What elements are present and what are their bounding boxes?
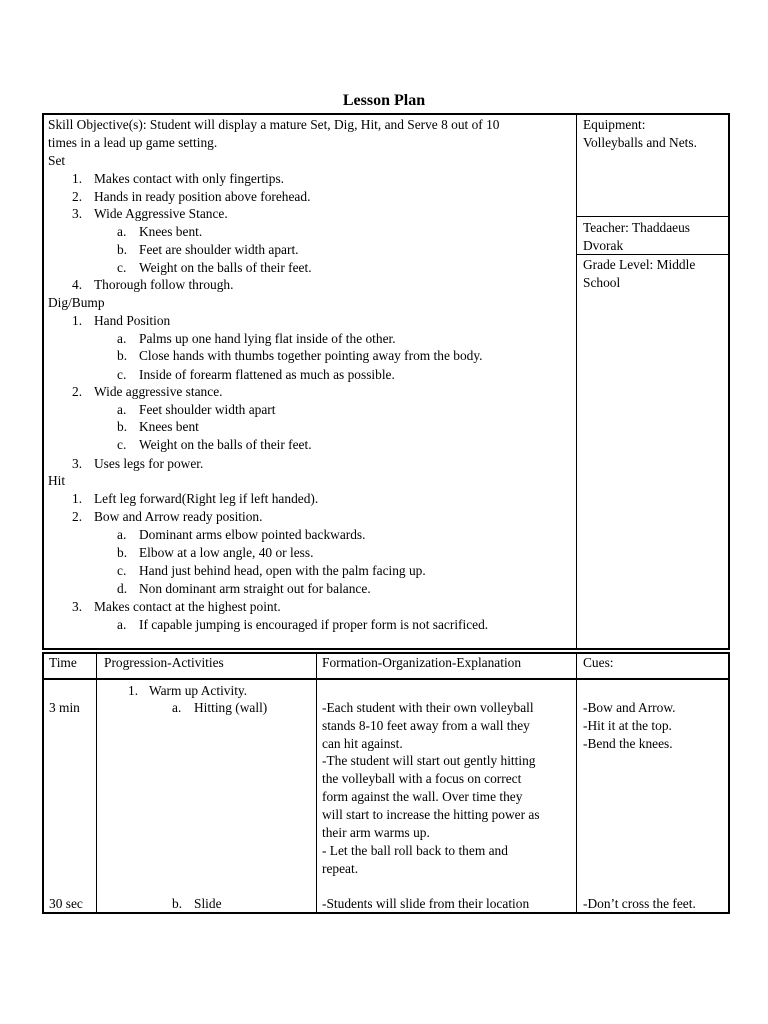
explanation-line: repeat. [322, 861, 359, 876]
equipment-value: Volleyballs and Nets. [583, 135, 697, 150]
header-activities: Progression-Activities [104, 655, 224, 670]
equipment-label: Equipment: [583, 117, 646, 132]
sub-item: Knees bent. [139, 224, 203, 239]
sub-letter: a. [117, 224, 127, 239]
list-number: 4. [72, 277, 83, 292]
cue-line: -Bend the knees. [583, 736, 673, 751]
sub-item: If capable jumping is encouraged if proper form is not sacrificed. [139, 617, 489, 632]
list-number: 3. [72, 599, 83, 614]
list-number: 1. [72, 171, 83, 186]
list-number: 2. [72, 189, 83, 204]
objective-line-1: Skill Objective(s): Student will display a mature Set, Dig, Hit, and Serve 8 out of 10 [48, 117, 500, 132]
col-divider-2 [316, 653, 317, 913]
sub-item: Feet shoulder width apart [139, 402, 276, 417]
header-cues: Cues: [583, 655, 614, 670]
row-time: 30 sec [49, 896, 83, 911]
list-item: Uses legs for power. [94, 456, 204, 471]
list-number: 2. [72, 509, 83, 524]
explanation-line: - Let the ball roll back to them and [322, 843, 508, 858]
explanation-line: -Each student with their own volleyball [322, 700, 534, 715]
cue-line: -Bow and Arrow. [583, 700, 676, 715]
list-number: 1. [72, 313, 83, 328]
list-number: 3. [72, 206, 83, 221]
explanation-line: form against the wall. Over time they [322, 789, 523, 804]
header-divider [43, 678, 729, 680]
sub-letter: a. [172, 700, 182, 715]
sub-letter: b. [117, 545, 128, 560]
list-number: 3. [72, 456, 83, 471]
header-time: Time [49, 655, 77, 670]
sub-item: Non dominant arm straight out for balance. [139, 581, 371, 596]
sub-letter: b. [117, 348, 128, 363]
sub-item: Weight on the balls of their feet. [139, 260, 312, 275]
list-item: Hand Position [94, 313, 171, 328]
cue-line: -Don’t cross the feet. [583, 896, 696, 911]
sub-item: Knees bent [139, 419, 199, 434]
sub-letter: a. [117, 331, 127, 346]
page-title: Lesson Plan [342, 92, 426, 109]
sub-letter: b. [172, 896, 183, 911]
sub-item: Inside of forearm flattened as much as possible. [139, 367, 395, 382]
sub-item: Weight on the balls of their feet. [139, 437, 312, 452]
teacher-divider [577, 216, 729, 217]
sub-item: Close hands with thumbs together pointing away from the body. [139, 348, 483, 363]
sidebar-divider [576, 114, 577, 649]
list-item: Left leg forward(Right leg if left handed). [94, 491, 319, 506]
sub-letter: c. [117, 563, 127, 578]
list-item: Thorough follow through. [94, 277, 234, 292]
objective-line-2: times in a lead up game setting. [48, 135, 218, 150]
sub-item: Hand just behind head, open with the palm facing up. [139, 563, 426, 578]
header-explanation: Formation-Organization-Explanation [322, 655, 522, 670]
sub-letter: b. [117, 419, 128, 434]
list-item: Makes contact with only fingertips. [94, 171, 285, 186]
list-number: 2. [72, 384, 83, 399]
explanation-line: will start to increase the hitting power as [322, 807, 540, 822]
row-time: 3 min [49, 700, 80, 715]
list-item: Bow and Arrow ready position. [94, 509, 263, 524]
sub-item: Palms up one hand lying flat inside of the other. [139, 331, 396, 346]
explanation-line: their arm warms up. [322, 825, 430, 840]
section-heading-dig: Dig/Bump [48, 295, 105, 310]
col-divider-1 [96, 653, 97, 913]
grade-value: School [583, 275, 621, 290]
explanation-line: can hit against. [322, 736, 403, 751]
cue-line: -Hit it at the top. [583, 718, 672, 733]
sub-letter: a. [117, 527, 127, 542]
list-item: Makes contact at the highest point. [94, 599, 281, 614]
sub-activity: Hitting (wall) [194, 700, 268, 715]
activity-title: Warm up Activity. [149, 683, 248, 698]
sub-activity: Slide [194, 896, 222, 911]
grade-label: Grade Level: Middle [583, 257, 696, 272]
sub-item: Dominant arms elbow pointed backwards. [139, 527, 366, 542]
explanation-line: -The student will start out gently hitting [322, 753, 536, 768]
list-item: Wide aggressive stance. [94, 384, 223, 399]
sub-letter: c. [117, 260, 127, 275]
col-divider-3 [576, 653, 577, 913]
section-heading-set: Set [48, 153, 66, 168]
list-item: Hands in ready position above forehead. [94, 189, 311, 204]
sub-letter: a. [117, 402, 127, 417]
activity-number: 1. [128, 683, 139, 698]
sub-letter: b. [117, 242, 128, 257]
list-number: 1. [72, 491, 83, 506]
explanation-line: -Students will slide from their location [322, 896, 530, 911]
section-heading-hit: Hit [48, 473, 66, 488]
list-item: Wide Aggressive Stance. [94, 206, 228, 221]
sub-letter: a. [117, 617, 127, 632]
teacher-name: Dvorak [583, 238, 624, 253]
explanation-line: the volleyball with a focus on correct [322, 771, 522, 786]
sub-letter: c. [117, 437, 127, 452]
sub-item: Elbow at a low angle, 40 or less. [139, 545, 314, 560]
sub-letter: c. [117, 367, 127, 382]
explanation-line: stands 8-10 feet away from a wall they [322, 718, 530, 733]
sub-letter: d. [117, 581, 128, 596]
sub-item: Feet are shoulder width apart. [139, 242, 299, 257]
teacher-label: Teacher: Thaddaeus [583, 220, 691, 235]
